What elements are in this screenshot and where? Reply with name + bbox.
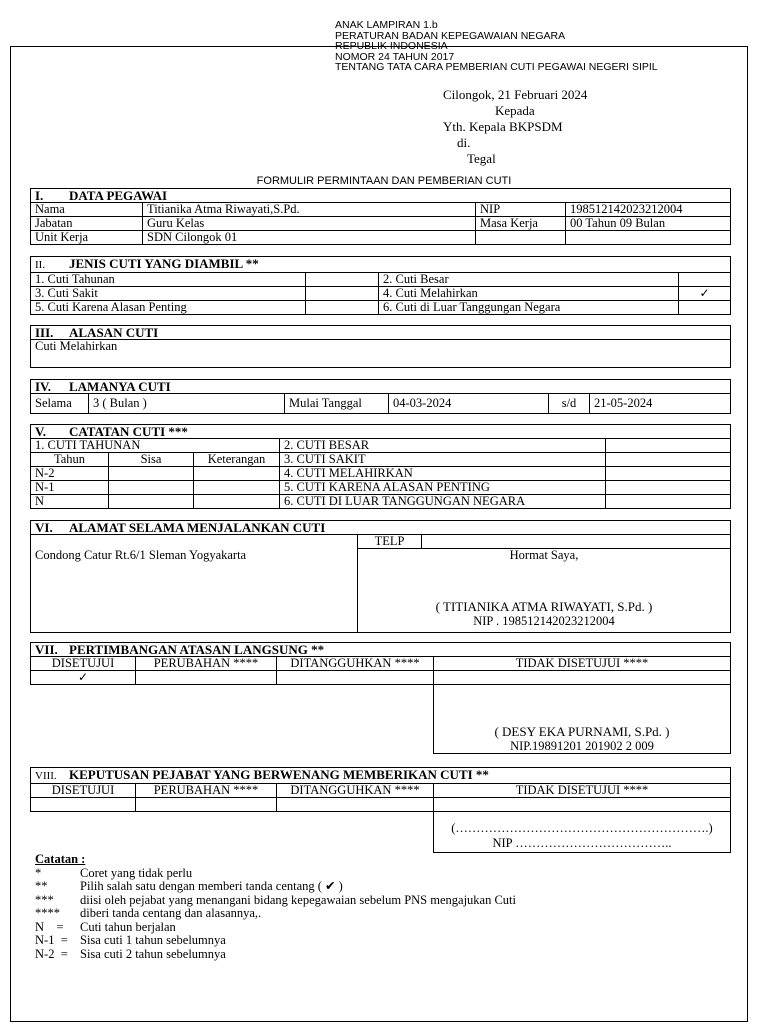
telp-label: TELP xyxy=(358,535,422,549)
supervisor-name: ( DESY EKA PURNAMI, S.Pd. ) xyxy=(494,724,670,739)
leave-type-checkbox[interactable] xyxy=(306,273,379,287)
leave-type-option: 6. Cuti di Luar Tanggungan Negara xyxy=(379,301,679,315)
leave-type-option: 2. Cuti Besar xyxy=(379,273,679,287)
sisa-cell[interactable] xyxy=(109,481,194,495)
leave-type-option: 1. Cuti Tahunan xyxy=(31,273,306,287)
unit-kerja-value[interactable]: SDN Cilongok 01 xyxy=(143,231,476,245)
telp-value[interactable] xyxy=(422,535,731,549)
jabatan-value[interactable]: Guru Kelas xyxy=(143,217,476,231)
leave-record-cell[interactable] xyxy=(606,467,731,481)
address-value[interactable]: Condong Catur Rt.6/1 Sleman Yogyakarta xyxy=(31,549,358,633)
regulation-header xyxy=(335,20,658,73)
col-perubahan: PERUBAHAN **** xyxy=(136,784,277,798)
col-ditangguhkan: DITANGGUHKAN **** xyxy=(277,784,434,798)
keterangan-cell[interactable] xyxy=(194,495,280,509)
applicant-nip: NIP . 198512142023212004 xyxy=(473,614,615,628)
leave-type-checkbox-checked[interactable]: ✓ xyxy=(679,287,731,301)
official-signature-box xyxy=(434,812,731,853)
disetujui-checkbox-checked[interactable]: ✓ xyxy=(31,671,136,685)
note-item: N-2 = Sisa cuti 2 tahun sebelumnya xyxy=(35,946,226,961)
supervisor-nip: NIP.19891201 201902 2 009 xyxy=(510,739,654,753)
leave-record-cell[interactable] xyxy=(606,495,731,509)
section-title: VII. PERTIMBANGAN ATASAN LANGSUNG ** xyxy=(31,643,731,657)
section-alasan-cuti xyxy=(30,325,731,368)
leave-record-item: 6. CUTI DI LUAR TANGGUNGAN NEGARA xyxy=(280,495,606,509)
col-disetujui: DISETUJUI xyxy=(31,784,136,798)
year-row-label: N xyxy=(31,495,109,509)
col-keterangan: Keterangan xyxy=(194,453,280,467)
selama-value[interactable]: 3 ( Bulan ) xyxy=(89,394,285,414)
note-item: * Coret yang tidak perlu xyxy=(35,865,193,880)
section-keputusan xyxy=(30,767,731,853)
sampai-value[interactable]: 21-05-2024 xyxy=(590,394,731,414)
notes-block xyxy=(35,853,516,961)
official-name: (…………………………………………………….) xyxy=(451,821,713,835)
supervisor-signature-box xyxy=(434,685,731,754)
leave-record-item: 2. CUTI BESAR xyxy=(280,439,606,453)
perubahan-checkbox[interactable] xyxy=(136,798,277,812)
mulai-label: Mulai Tanggal xyxy=(285,394,389,414)
tidak-disetujui-checkbox[interactable] xyxy=(434,671,731,685)
header-line: NOMOR 24 TAHUN 2017 xyxy=(335,50,455,63)
applicant-signature-box xyxy=(358,549,731,633)
disetujui-checkbox[interactable] xyxy=(31,798,136,812)
header-line: ANAK LAMPIRAN 1.b xyxy=(335,19,438,31)
keterangan-cell[interactable] xyxy=(194,481,280,495)
col-perubahan: PERUBAHAN **** xyxy=(136,657,277,671)
cuti-tahunan-title: 1. CUTI TAHUNAN xyxy=(31,439,280,453)
sd-label: s/d xyxy=(549,394,590,414)
hormat-saya: Hormat Saya, xyxy=(509,548,579,562)
leave-type-option: 4. Cuti Melahirkan xyxy=(379,287,679,301)
col-tidak-disetujui: TIDAK DISETUJUI **** xyxy=(434,657,731,671)
masa-kerja-label: Masa Kerja xyxy=(476,217,566,231)
col-ditangguhkan: DITANGGUHKAN **** xyxy=(277,657,434,671)
note-item: ** Pilih salah satu dengan memberi tanda centang ( ✔ ) xyxy=(35,879,343,893)
form-title: FORMULIR PERMINTAAN DAN PEMBERIAN CUTI xyxy=(256,175,512,187)
leave-type-checkbox[interactable] xyxy=(306,287,379,301)
header-line: PERATURAN BADAN KEPEGAWAIAN NEGARA xyxy=(335,29,566,42)
nama-value[interactable]: Titianika Atma Riwayati,S.Pd. xyxy=(143,203,476,217)
section-data-pegawai xyxy=(30,188,731,245)
section-jenis-cuti xyxy=(30,256,731,315)
leave-type-checkbox[interactable] xyxy=(306,301,379,315)
leave-type-option: 3. Cuti Sakit xyxy=(31,287,306,301)
leave-record-item: 5. CUTI KARENA ALASAN PENTING xyxy=(280,481,606,495)
nip-label: NIP xyxy=(476,203,566,217)
addressee-to: Yth. Kepala BKPSDM xyxy=(443,119,563,134)
note-item: N = Cuti tahun berjalan xyxy=(35,919,176,934)
section-pertimbangan xyxy=(30,642,731,754)
leave-type-checkbox[interactable] xyxy=(679,273,731,287)
tidak-disetujui-checkbox[interactable] xyxy=(434,798,731,812)
ditangguhkan-checkbox[interactable] xyxy=(277,798,434,812)
unit-kerja-label: Unit Kerja xyxy=(31,231,143,245)
leave-record-item: 3. CUTI SAKIT xyxy=(280,453,606,467)
leave-record-cell[interactable] xyxy=(606,481,731,495)
perubahan-checkbox[interactable] xyxy=(136,671,277,685)
note-item: N-1 = Sisa cuti 1 tahun sebelumnya xyxy=(35,933,226,947)
col-sisa: Sisa xyxy=(109,453,194,467)
notes-title: Catatan : xyxy=(35,852,86,866)
col-tahun: Tahun xyxy=(31,453,109,467)
section-lamanya-cuti xyxy=(30,379,731,414)
addressee-city: Tegal xyxy=(467,151,496,166)
header-line: REPUBLIK INDONESIA xyxy=(335,40,448,52)
addressee-block xyxy=(443,87,587,167)
section-title: IV. LAMANYA CUTI xyxy=(31,380,731,394)
addressee-di: di. xyxy=(457,135,471,150)
section-title: VI. ALAMAT SELAMA MENJALANKAN CUTI xyxy=(31,521,731,535)
ditangguhkan-checkbox[interactable] xyxy=(277,671,434,685)
keterangan-cell[interactable] xyxy=(194,467,280,481)
leave-type-option: 5. Cuti Karena Alasan Penting xyxy=(31,301,306,315)
col-tidak-disetujui: TIDAK DISETUJUI **** xyxy=(434,784,731,798)
selama-label: Selama xyxy=(31,394,89,414)
leave-type-checkbox[interactable] xyxy=(679,301,731,315)
sisa-cell[interactable] xyxy=(109,495,194,509)
year-row-label: N-1 xyxy=(31,481,109,495)
note-item: *** diisi oleh pejabat yang menangani bidang kepegawaian sebelum PNS mengajukan Cuti xyxy=(35,892,517,907)
section-title: VIII. KEPUTUSAN PEJABAT YANG BERWENANG MEMBERIKAN CUTI ** xyxy=(31,768,731,784)
leave-record-cell[interactable] xyxy=(606,453,731,467)
section-alamat xyxy=(30,520,731,633)
leave-record-item: 4. CUTI MELAHIRKAN xyxy=(280,467,606,481)
applicant-name: ( TITIANIKA ATMA RIWAYATI, S.Pd. ) xyxy=(435,599,653,614)
note-item: **** diberi tanda centang dan alasannya,. xyxy=(35,906,262,920)
header-line: TENTANG TATA CARA PEMBERIAN CUTI PEGAWAI NEGERI SIPIL xyxy=(335,61,658,73)
place-date: Cilongok, 21 Februari 2024 xyxy=(443,87,588,102)
official-nip: NIP ……………………………….. xyxy=(492,836,672,850)
section-title: II. JENIS CUTI YANG DIAMBIL ** xyxy=(31,257,731,273)
col-disetujui: DISETUJUI xyxy=(31,657,136,671)
nama-label: Nama xyxy=(31,203,143,217)
alasan-value[interactable]: Cuti Melahirkan xyxy=(31,340,731,368)
leave-record-cell[interactable] xyxy=(606,439,731,453)
year-row-label: N-2 xyxy=(31,467,109,481)
section-catatan-cuti xyxy=(30,424,731,509)
sisa-cell[interactable] xyxy=(109,467,194,481)
kepada: Kepada xyxy=(495,103,535,118)
nip-value[interactable]: 198512142023212004 xyxy=(566,203,731,217)
jabatan-label: Jabatan xyxy=(31,217,143,231)
section-title: III. ALASAN CUTI xyxy=(31,326,731,340)
mulai-value[interactable]: 04-03-2024 xyxy=(389,394,549,414)
section-title: V. CATATAN CUTI *** xyxy=(31,425,731,439)
section-title: I. DATA PEGAWAI xyxy=(31,189,731,203)
masa-kerja-value[interactable]: 00 Tahun 09 Bulan xyxy=(566,217,731,231)
